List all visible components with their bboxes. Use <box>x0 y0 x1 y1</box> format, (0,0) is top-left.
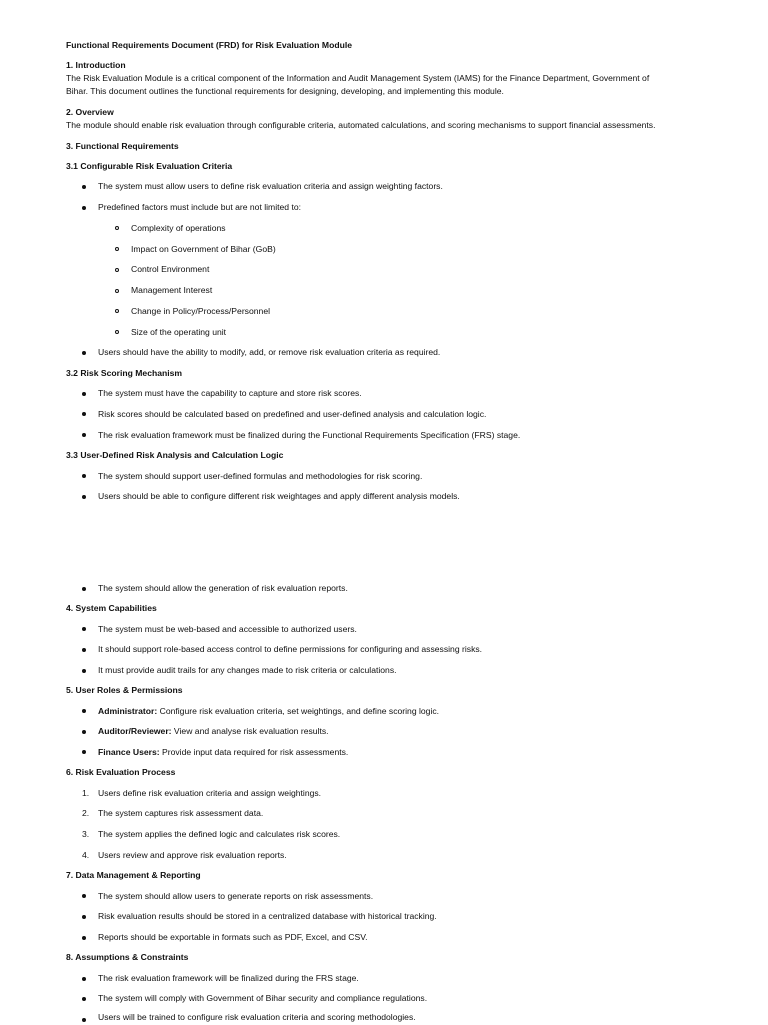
section-heading-data-management: 7. Data Management & Reporting <box>66 870 201 880</box>
list-item: It should support role-based access control to define permissions for configuring and assessing risks. <box>98 644 483 654</box>
subsection-heading-risk-scoring: 3.2 Risk Scoring Mechanism <box>66 368 183 378</box>
bullet-icon <box>82 894 86 898</box>
bullet-icon <box>82 185 86 189</box>
sub-list-item: Management Interest <box>131 285 213 295</box>
bullet-icon <box>82 627 86 631</box>
list-item: The risk evaluation framework must be finalized during the Functional Requirements Specification (FRS) stage. <box>98 430 521 440</box>
bullet-icon <box>82 648 86 652</box>
role-item-finance-users <box>98 746 348 760</box>
bullet-icon <box>82 1018 86 1022</box>
list-item: It must provide audit trails for any changes made to risk criteria or calculations. <box>98 665 397 675</box>
sub-bullet-icon <box>115 268 119 272</box>
bullet-icon <box>82 669 86 673</box>
bullet-icon <box>82 495 86 499</box>
section-heading-assumptions: 8. Assumptions & Constraints <box>66 952 189 962</box>
sub-list-item: Size of the operating unit <box>131 327 227 337</box>
bullet-icon <box>82 915 86 919</box>
list-item: Reports should be exportable in formats such as PDF, Excel, and CSV. <box>98 932 368 942</box>
role-description: Provide input data required for risk assessments. <box>159 747 349 757</box>
sub-list-item: Change in Policy/Process/Personnel <box>131 306 271 316</box>
numbered-step: The system captures risk assessment data. <box>98 808 264 818</box>
section-heading-user-roles: 5. User Roles & Permissions <box>66 685 183 695</box>
list-item: Users should be able to configure different risk weightages and apply different analysis models. <box>98 491 460 501</box>
bullet-icon <box>82 587 86 591</box>
role-label: Finance Users: <box>98 747 160 757</box>
sub-list-item: Complexity of operations <box>131 223 226 233</box>
bullet-icon <box>82 206 86 210</box>
bullet-icon <box>82 936 86 940</box>
list-item: Predefined factors must include but are not limited to: <box>98 202 302 212</box>
sub-bullet-icon <box>115 247 119 251</box>
section-heading-overview: 2. Overview <box>66 107 114 117</box>
bullet-icon <box>82 412 86 416</box>
role-item-auditor <box>98 725 329 739</box>
list-item: Users should have the ability to modify, add, or remove risk evaluation criteria as required. <box>98 347 441 357</box>
numbered-step: Users review and approve risk evaluation reports. <box>98 850 287 860</box>
bullet-icon <box>82 351 86 355</box>
list-item: The system must allow users to define risk evaluation criteria and assign weighting factors. <box>98 181 443 191</box>
list-item: The risk evaluation framework will be finalized during the FRS stage. <box>98 973 359 983</box>
section-heading-risk-evaluation-process: 6. Risk Evaluation Process <box>66 767 176 777</box>
numbered-step: The system applies the defined logic and calculates risk scores. <box>98 829 341 839</box>
step-number: 3. <box>82 829 90 839</box>
sub-list-item: Impact on Government of Bihar (GoB) <box>131 244 276 254</box>
bullet-icon <box>82 730 86 734</box>
list-item: Users will be trained to configure risk evaluation criteria and scoring methodologies. <box>98 1012 416 1022</box>
list-item: Risk scores should be calculated based on predefined and user-defined analysis and calculation logic. <box>98 409 487 419</box>
bullet-icon <box>82 997 86 1001</box>
step-number: 2. <box>82 808 90 818</box>
list-item: The system should support user-defined formulas and methodologies for risk scoring. <box>98 471 423 481</box>
subsection-heading-user-defined-logic: 3.3 User-Defined Risk Analysis and Calculation Logic <box>66 450 284 460</box>
role-description: View and analyse risk evaluation results. <box>171 726 329 736</box>
step-number: 4. <box>82 850 90 860</box>
bullet-icon <box>82 392 86 396</box>
sub-bullet-icon <box>115 226 119 230</box>
section-heading-functional-requirements: 3. Functional Requirements <box>66 141 179 151</box>
overview-text: The module should enable risk evaluation through configurable criteria, automated calculations, and scoring mechanisms to support financial assessments. <box>66 120 656 130</box>
bullet-icon <box>82 433 86 437</box>
introduction-text-line-1: The Risk Evaluation Module is a critical component of the Information and Audit Management System (IAMS) for the Finance Department, Government of <box>66 73 650 83</box>
section-heading-system-capabilities: 4. System Capabilities <box>66 603 157 613</box>
bullet-icon <box>82 977 86 981</box>
numbered-step: Users define risk evaluation criteria and assign weightings. <box>98 788 322 798</box>
list-item: The system must have the capability to capture and store risk scores. <box>98 388 362 398</box>
bullet-icon <box>82 709 86 713</box>
sub-bullet-icon <box>115 330 119 334</box>
list-item: The system should allow users to generate reports on risk assessments. <box>98 891 374 901</box>
subsection-heading-configurable-criteria: 3.1 Configurable Risk Evaluation Criteria <box>66 161 233 171</box>
list-item: The system must be web-based and accessible to authorized users. <box>98 624 357 634</box>
role-description: Configure risk evaluation criteria, set weightings, and define scoring logic. <box>157 706 440 716</box>
role-label: Administrator: <box>98 706 158 716</box>
bullet-icon <box>82 474 86 478</box>
section-heading-introduction: 1. Introduction <box>66 60 126 70</box>
sub-bullet-icon <box>115 289 119 293</box>
list-item: The system will comply with Government of Bihar security and compliance regulations. <box>98 993 428 1003</box>
list-item: Risk evaluation results should be stored in a centralized database with historical tracking. <box>98 911 437 921</box>
sub-list-item: Control Environment <box>131 264 210 274</box>
sub-bullet-icon <box>115 309 119 313</box>
role-item-administrator <box>98 705 439 719</box>
bullet-icon <box>82 750 86 754</box>
list-item: The system should allow the generation of risk evaluation reports. <box>98 583 348 593</box>
step-number: 1. <box>82 788 90 798</box>
introduction-text-line-2: Bihar. This document outlines the functional requirements for designing, developing, and implementing this module. <box>66 86 504 96</box>
role-label: Auditor/Reviewer: <box>98 726 172 736</box>
document-title: Functional Requirements Document (FRD) for Risk Evaluation Module <box>66 40 353 50</box>
